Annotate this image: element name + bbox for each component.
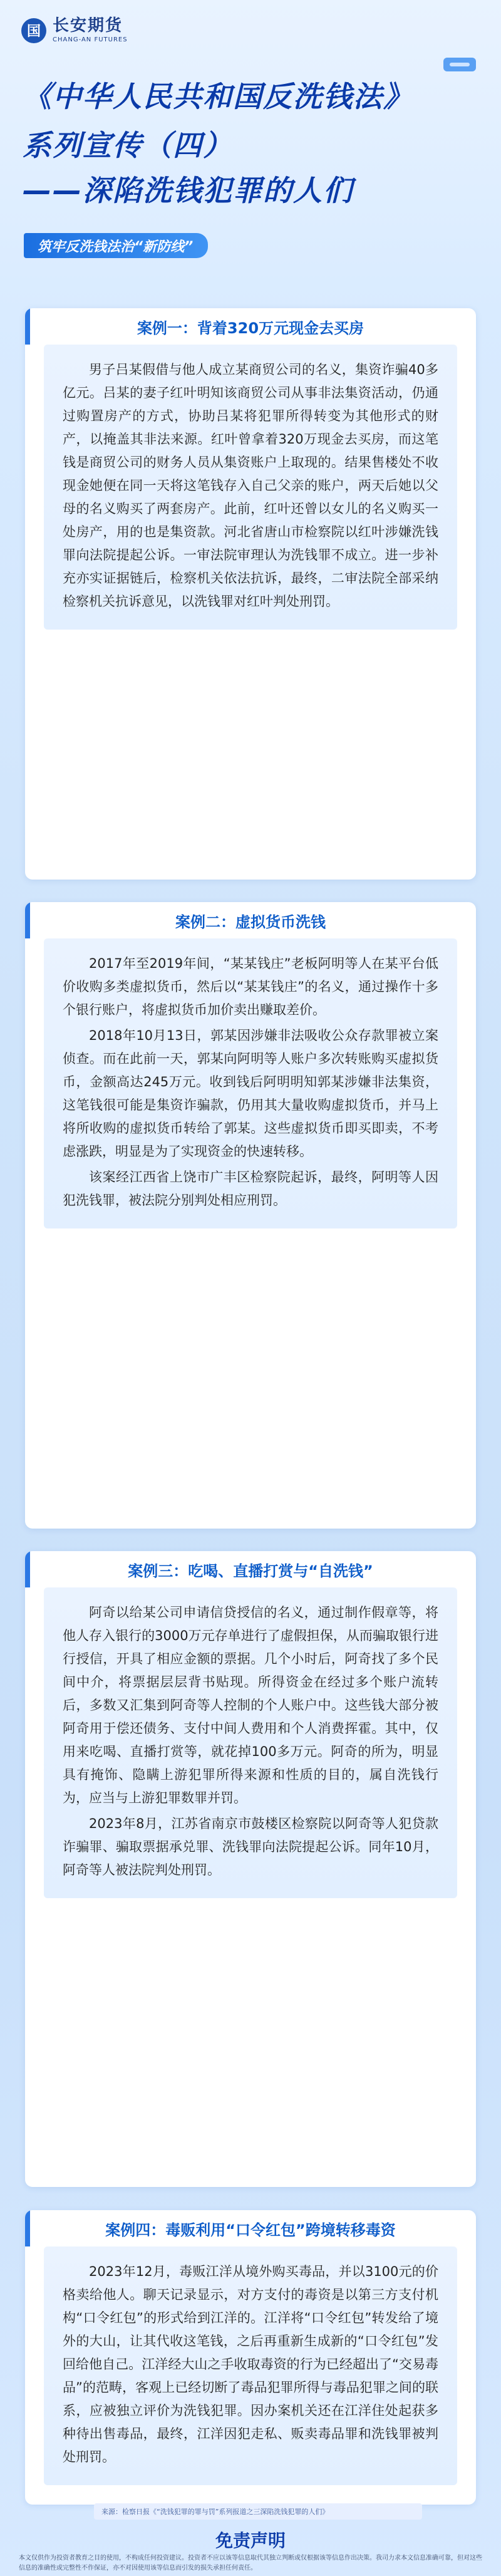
case-paragraph: 2023年12月，毒贩江洋从境外购买毒品，并以3100元的价格卖给他人。聊天记录显示，对方支付的毒资是以第三方支付机构“口令红包”的形式给到江洋的。江洋将“口令红包”转发给了境外的大山，让其代收这笔钱，之后再重新生成新的“口令红包”发回给他自己。江洋经大山之手收取毒资的行为已经超出了“交易毒品”的范畴，客观上已经切断了毒品犯罪所得与毒品犯罪之间的联系，应被独立评价为洗钱犯罪。因办案机关还在江洋住处起获多种待出售毒品，最终，江洋因犯走私、贩卖毒品罪和洗钱罪被判处刑罚。 — [63, 2264, 438, 2464]
case-body — [44, 938, 457, 1228]
case-card-4 — [25, 2210, 476, 2505]
case-heading-bar — [25, 1551, 476, 1587]
case-heading: 案例三：吃喝、直播打赏与“自洗钱” — [128, 1562, 373, 1580]
case-paragraph: 2023年8月，江苏省南京市鼓楼区检察院以阿奇等人犯贷款诈骗罪、骗取票据承兑罪、洗钱罪向法院提起公诉。同年10月，阿奇等人被法院判处刑罚。 — [63, 1816, 438, 1877]
case-card-2 — [25, 902, 476, 1529]
slogan-banner: 筑牢反洗钱法治“新防线” — [24, 233, 208, 258]
disclaimer-text: 本文仅供作为投资者教育之目的使用，不构成任何投资建议。投资者不应以该等信息取代其独立判断或仅根据该等信息作出决策。我司力求本文信息准确可靠，但对这些信息的准确性或完整性不作保证，亦不对因使用该等信息而引发的损失承担任何责任。 — [19, 2555, 482, 2572]
page-title-line-2: 系列宣传（四） — [23, 128, 233, 162]
case-paragraph: 阿奇以给某公司申请信贷授信的名义，通过制作假章等，将他人存入银行的3000万元存单进行了虚假担保，从而骗取银行进行授信，开具了相应金额的票据。几个小时后，阿奇找了多个民间中介，将票据层层背书贴现。所得资金在经过多个账户流转后，多数又汇集到阿奇等人控制的个人账户中。这些钱大部分被阿奇用于偿还债务、支付中间人费用和个人消费挥霍。其中，仅用来吃喝、直播打赏等，就花掉100多万元。阿奇的所为，明显具有掩饰、隐瞒上游犯罪所得来源和性质的目的，属自洗钱行为，应当与上游犯罪数罪并罚。 — [63, 1605, 438, 1805]
header — [0, 0, 501, 269]
page-title-line-1: 《中华人民共和国反洗钱法》 — [23, 80, 413, 113]
case-card-3 — [25, 1551, 476, 2187]
case-body — [44, 2246, 457, 2485]
logo-english-name: CHANG-AN FUTURES — [53, 36, 128, 43]
page-title-line-3: ——深陷洗钱犯罪的人们 — [23, 174, 353, 207]
case-heading: 案例一：背着320万元现金去买房 — [137, 319, 364, 337]
case-heading: 案例二：虚拟货币洗钱 — [175, 913, 326, 931]
case-heading-bar — [25, 2210, 476, 2246]
case-paragraph: 男子吕某假借与他人成立某商贸公司的名义，集资诈骗40多亿元。吕某的妻子红叶明知该商贸公司从事非法集资活动，仍通过购置房产的方式，协助吕某将犯罪所得转变为其他形式的财产，以掩盖其非法来源。红叶曾拿着320万现金去买房，而这笔钱是商贸公司的财务人员从集资账户上取现的。结果售楼处不收现金她便在同一天将这笔钱存入自己父亲的账户，两天后她以父母的名义购买了两套房产。此前，红叶还曾以女儿的名义购买一处房产，用的也是集资款。河北省唐山市检察院以红叶涉嫌洗钱罪向法院提起公诉。一审法院审理认为洗钱罪不成立。进一步补充亦实证据链后，检察机关依法抗诉，最终，二审法院全部采纳检察机关抗诉意见，以洗钱罪对红叶判处刑罚。 — [63, 362, 438, 609]
source-note: 来源：检察日报《“洗钱犯罪的罪与罚”系列报道之三深陷洗钱犯罪的人们》 — [94, 2503, 422, 2520]
brand-logo — [21, 18, 128, 43]
case-heading-bar — [25, 902, 476, 938]
case-body — [44, 1587, 457, 1898]
disclaimer-title: 免责声明 — [215, 2530, 286, 2551]
logo-mark-icon: 国 — [21, 18, 46, 43]
logo-name: 长安期货 — [53, 16, 123, 35]
case-paragraph: 2018年10月13日，郭某因涉嫌非法吸收公众存款罪被立案侦查。而在此前一天，郭某向阿明等人账户多次转账购买虚拟货币，金额高达245万元。收到钱后阿明明知郭某涉嫌非法集资，这笔钱很可能是集资诈骗款，仍用其大量收购虚拟货币，并马上将所收购的虚拟货币转给了郭某。这些虚拟货币即买即卖，不考虑涨跌，明显是为了实现资金的快速转移。 — [63, 1028, 438, 1159]
case-heading-bar — [25, 308, 476, 345]
decorative-tag-icon — [443, 58, 476, 71]
case-paragraph: 该案经江西省上饶市广丰区检察院起诉，最终，阿明等人因犯洗钱罪，被法院分别判处相应刑罚。 — [63, 1170, 438, 1208]
case-card-1 — [25, 308, 476, 880]
case-heading: 案例四：毒贩利用“口令红包”跨境转移毒资 — [105, 2221, 396, 2239]
case-body — [44, 345, 457, 630]
case-paragraph: 2017年至2019年间，“某某钱庄”老板阿明等人在某平台低价收购多类虚拟货币，然后以“某某钱庄”的名义，通过操作十多个银行账户，将虚拟货币加价卖出赚取差价。 — [63, 956, 438, 1017]
